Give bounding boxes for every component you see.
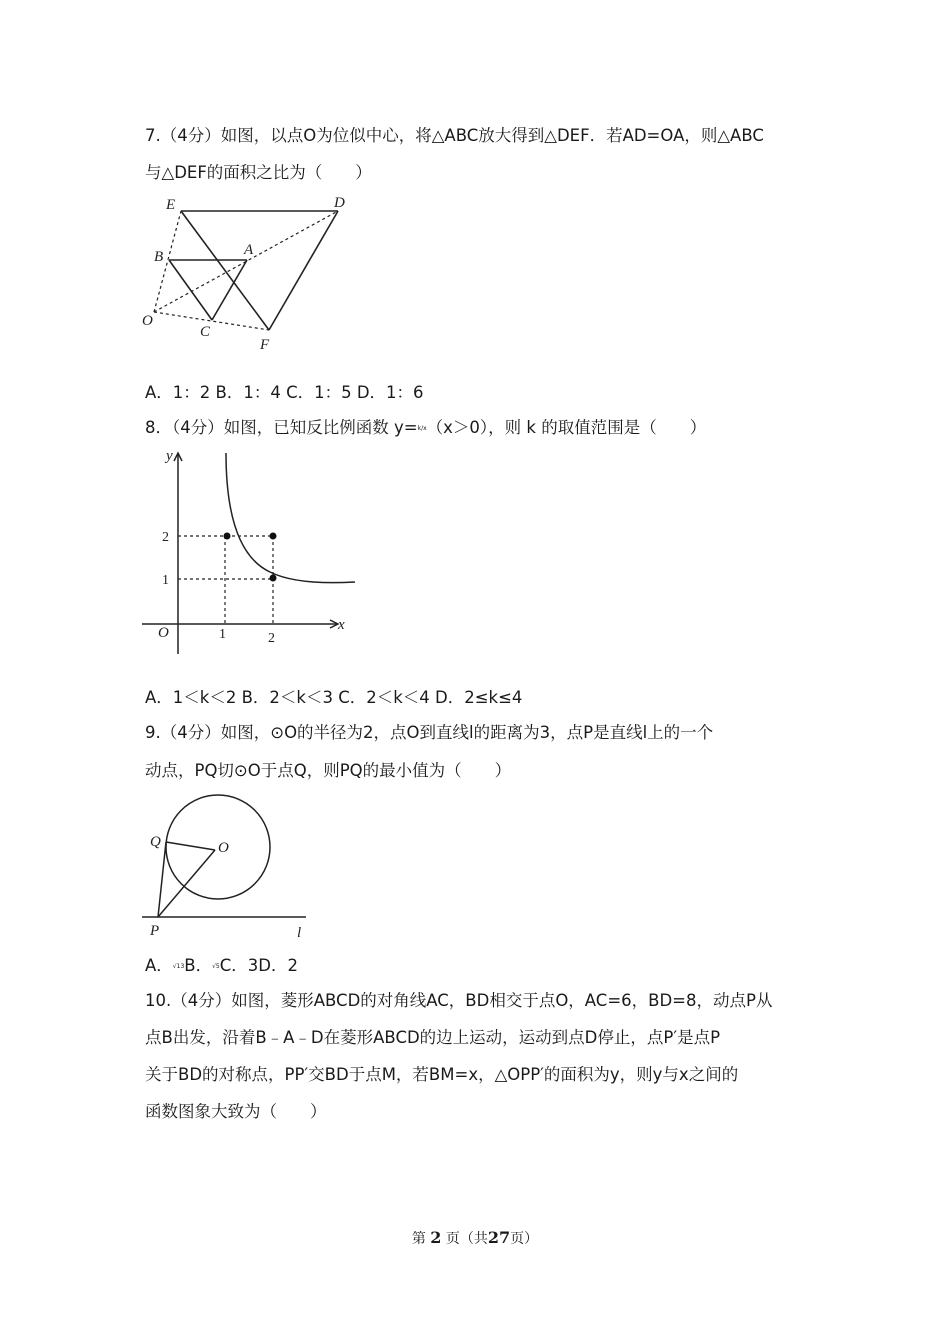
q9-options: [145, 955, 298, 978]
q8-line-1-pre: 8．（4分）如图，已知反比例函数 y=: [145, 418, 418, 437]
footer-page-number: 2: [430, 1228, 442, 1247]
q8-label-y: y: [166, 448, 173, 464]
q8-label-O: O: [158, 625, 169, 641]
q9-options-rest: C．3D．2: [219, 956, 298, 975]
q8-tick-x-2: 2: [268, 631, 275, 646]
q7-line-2: 与△DEF的面积之比为（ ）: [145, 163, 372, 182]
q9-label-O: O: [218, 840, 229, 856]
footer-post: 页）: [510, 1231, 539, 1247]
q7-options: A．1：2 B．1：4 C．1：5 D．1：6: [145, 383, 424, 402]
footer-mid: 页（共: [445, 1231, 488, 1247]
q8-figure: [140, 448, 370, 658]
q7-label-C: C: [200, 324, 211, 340]
q8-label-x: x: [338, 617, 345, 633]
q9-label-P: P: [150, 923, 160, 939]
q9-label-l: l: [297, 925, 302, 941]
q8-options: A．1＜k＜2 B．2＜k＜3 C．2＜k＜4 D．2≤k≤4: [145, 688, 523, 707]
q7-label-D: D: [334, 195, 345, 211]
q7-label-A: A: [244, 242, 254, 258]
q9-line-1: 9.（4分）如图，⊙O的半径为2，点O到直线l的距离为3，点P是直线l上的一个: [145, 723, 714, 742]
footer-pre: 第: [411, 1231, 426, 1247]
footer-total-pages: 27: [487, 1228, 511, 1247]
q7-label-B: B: [154, 249, 164, 265]
q10-line-2: 点B出发，沿着B﹣A﹣D在菱形ABCD的边上运动，运动到点D停止，点P′是点P: [145, 1028, 721, 1047]
q9-option-b-value: √5: [212, 963, 220, 970]
q10-line-3: 关于BD的对称点，PP′交BD于点M，若BM=x，△OPP′的面积为y，则y与x之间的: [145, 1065, 739, 1084]
q7-label-E: E: [166, 197, 176, 213]
q9-option-a: A．: [145, 956, 173, 975]
q9-option-a-value: √13: [172, 963, 185, 970]
q7-label-F: F: [260, 337, 270, 353]
q9-line-2: 动点，PQ切⊙O于点Q，则PQ的最小值为（ ）: [145, 761, 512, 780]
q8-tick-y-2: 2: [162, 530, 169, 545]
q9-figure: [140, 790, 320, 945]
q7-figure: [140, 192, 360, 352]
q8-line-1-post: （x＞0），则 k 的取值范围是（ ）: [426, 418, 707, 437]
q7-line-1: 7.（4分）如图，以点O为位似中心，将△ABC放大得到△DEF．若AD=OA，则△ABC: [145, 126, 764, 145]
q10-line-4: 函数图象大致为（ ）: [145, 1102, 327, 1121]
q8-fraction: k/x: [417, 425, 427, 432]
q8-line-1: [145, 417, 706, 440]
q7-label-O: O: [142, 313, 153, 329]
q8-tick-x-1: 1: [219, 627, 226, 642]
page-footer: [0, 1228, 950, 1248]
q10-line-1: 10.（4分）如图，菱形ABCD的对角线AC，BD相交于点O，AC=6，BD=8，动点P从: [145, 991, 773, 1010]
q9-label-Q: Q: [150, 834, 161, 850]
q8-tick-y-1: 1: [162, 573, 169, 588]
q9-option-b: B．: [184, 956, 213, 975]
